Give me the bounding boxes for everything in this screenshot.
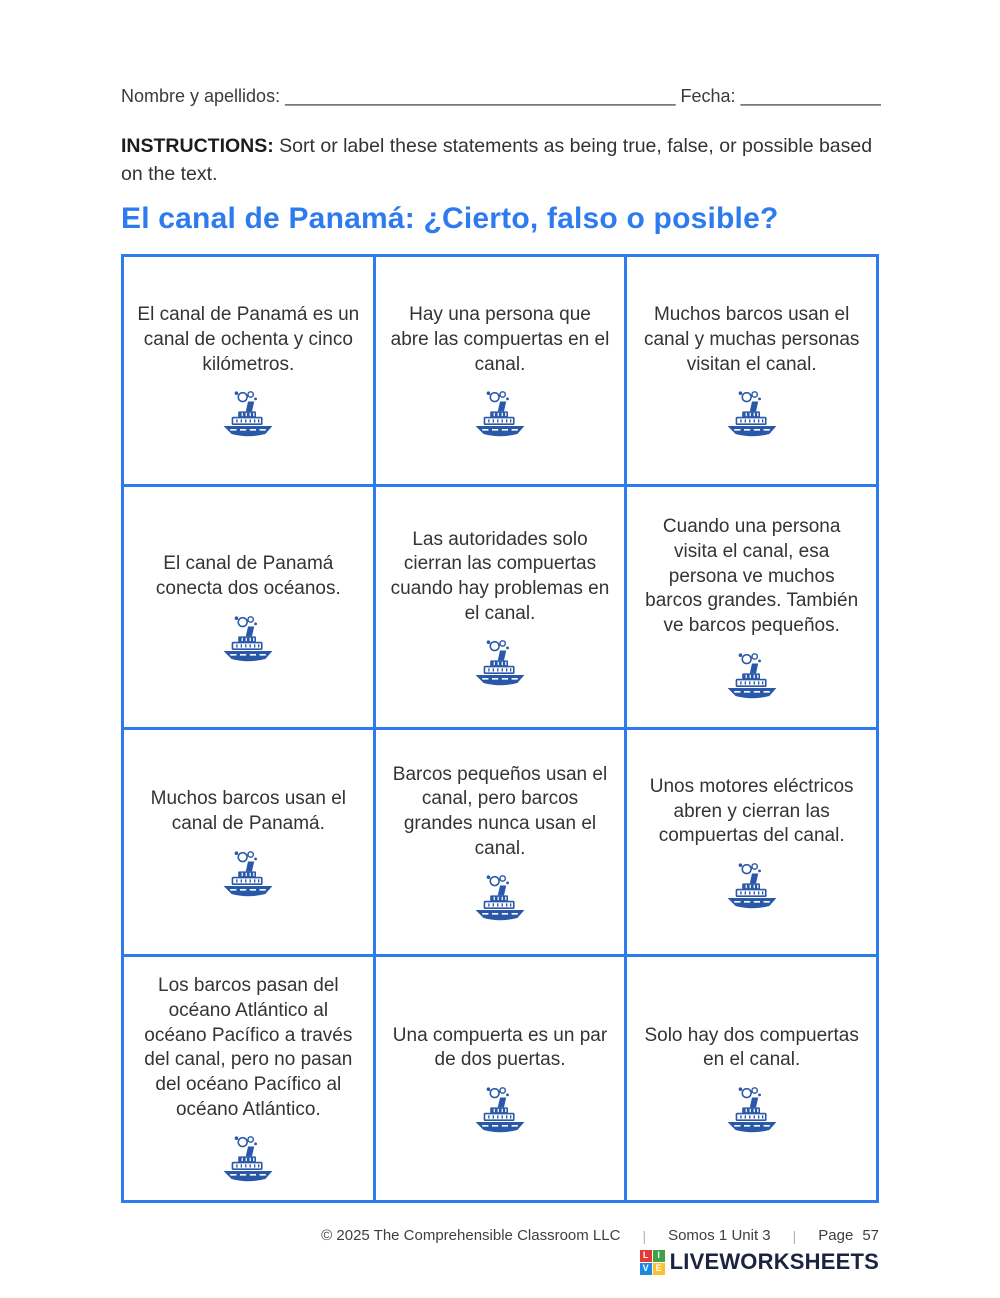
statement-card[interactable] — [124, 730, 373, 954]
statement-text: El canal de Panamá conecta dos océanos. — [155, 553, 341, 599]
copyright-text: © 2025 The Comprehensible Classroom LLC — [321, 1227, 621, 1245]
instructions-label: INSTRUCTIONS: — [121, 135, 274, 157]
page-number: 57 — [862, 1227, 879, 1245]
statement-text: Cuando una persona visita el canal, esa persona ve muchos barcos grandes. También ve barcos pequeños. — [645, 516, 859, 636]
name-date-row — [121, 0, 879, 107]
date-label: Fecha: — [680, 86, 736, 106]
logo-letter: L — [640, 1250, 652, 1262]
statement-card[interactable] — [376, 487, 625, 727]
statement-card[interactable] — [627, 487, 876, 727]
footer-separator: | — [642, 1227, 647, 1244]
steamship-icon — [471, 874, 529, 922]
statement-text: Barcos pequeños usan el canal, pero barcos grandes nunca usan el canal. — [392, 763, 608, 859]
statement-card[interactable] — [124, 487, 373, 727]
date-blank[interactable]: ______________ — [740, 86, 881, 106]
statement-card[interactable] — [124, 957, 373, 1200]
statement-text: Hay una persona que abre las compuertas en el canal. — [390, 304, 610, 375]
steamship-icon — [723, 862, 781, 910]
footer — [121, 1227, 879, 1244]
statement-text: Unos motores eléctricos abren y cierran las compuertas del canal. — [649, 775, 854, 847]
worksheet-page — [121, 0, 879, 1275]
statement-text: Una compuerta es un par de dos puertas. — [392, 1024, 608, 1071]
steamship-icon — [723, 652, 781, 700]
liveworksheets-brand — [121, 1249, 879, 1275]
statement-text: El canal de Panamá es un canal de ochenta y cinco kilómetros. — [137, 304, 360, 375]
steamship-icon — [723, 1086, 781, 1134]
liveworksheets-logo-icon — [640, 1250, 665, 1275]
statement-card[interactable] — [376, 257, 625, 484]
name-blank[interactable]: _______________________________________ — [285, 86, 676, 106]
page-label: Page — [818, 1227, 854, 1245]
statement-card[interactable] — [376, 730, 625, 954]
steamship-icon — [219, 1135, 277, 1183]
unit-text: Somos 1 Unit 3 — [668, 1227, 771, 1245]
steamship-icon — [219, 850, 277, 898]
instructions-text: Sort or label these statements as being true, false, or possible based on the text. — [121, 135, 873, 185]
name-label: Nombre y apellidos: — [121, 86, 281, 106]
logo-letter: E — [653, 1263, 665, 1275]
steamship-icon — [471, 1086, 529, 1134]
statement-card[interactable] — [627, 957, 876, 1200]
statements-grid — [121, 254, 879, 1203]
instructions — [121, 133, 879, 188]
page-indicator — [818, 1227, 879, 1244]
steamship-icon — [471, 639, 529, 687]
statement-text: Las autoridades solo cierran las compuertas cuando hay problemas en el canal. — [390, 528, 610, 624]
steamship-icon — [723, 390, 781, 438]
statement-text: Los barcos pasan del océano Atlántico al océano Pacífico a través del canal, pero no pasan del océano Pacífico al océano Atlántico. — [144, 975, 353, 1120]
statement-text: Solo hay dos compuertas en el canal. — [644, 1024, 859, 1071]
statement-card[interactable] — [627, 730, 876, 954]
statement-card[interactable] — [124, 257, 373, 484]
steamship-icon — [471, 390, 529, 438]
statement-text: Muchos barcos usan el canal de Panamá. — [150, 788, 347, 834]
brand-wordmark: LIVEWORKSHEETS — [669, 1249, 879, 1275]
page-title: El canal de Panamá: ¿Cierto, falso o posible? — [121, 202, 779, 236]
logo-letter: I — [653, 1250, 665, 1262]
statement-card[interactable] — [627, 257, 876, 484]
footer-separator: | — [792, 1227, 797, 1244]
steamship-icon — [219, 390, 277, 438]
logo-letter: V — [640, 1263, 652, 1275]
steamship-icon — [219, 615, 277, 663]
statement-card[interactable] — [376, 957, 625, 1200]
statement-text: Muchos barcos usan el canal y muchas personas visitan el canal. — [643, 304, 860, 375]
